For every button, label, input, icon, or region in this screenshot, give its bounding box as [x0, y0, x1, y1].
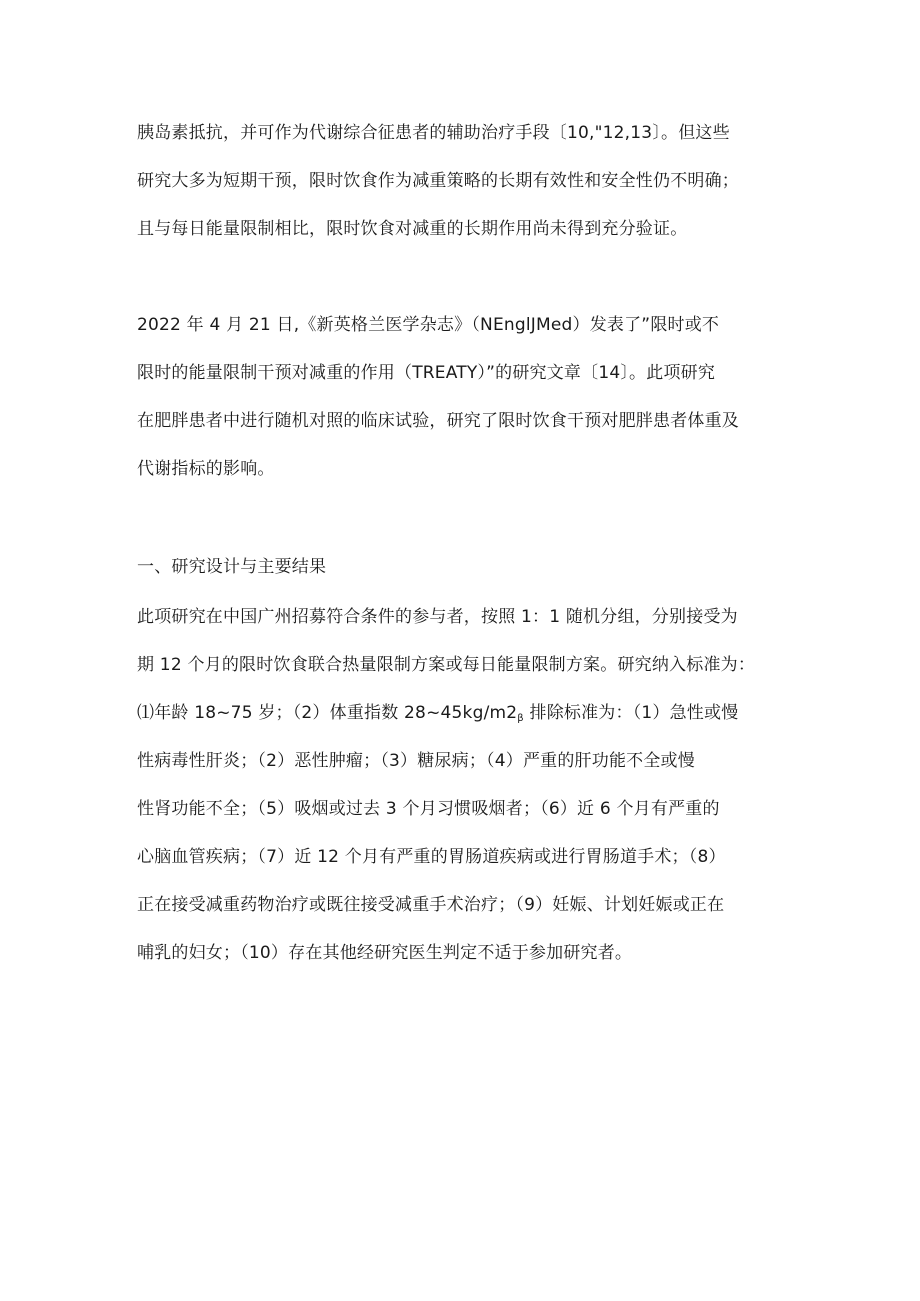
- paragraph-publication: [137, 313, 797, 481]
- text-line: 在肥胖患者中进行随机对照的临床试验，研究了限时饮食干预对肥胖患者体重及: [137, 411, 739, 431]
- text-line: 性肾功能不全；（5）吸烟或过去 3 个月习惯吸烟者；（6）近 6 个月有严重的: [137, 799, 720, 819]
- text-line: 限时的能量限制干预对减重的作用（TREATY）”的研究文章〔14〕。此项研究: [137, 363, 716, 383]
- text-line: 代谢指标的影响。: [137, 459, 275, 479]
- text-line: 且与每日能量限制相比，限时饮食对减重的长期作用尚未得到充分验证。: [137, 219, 688, 239]
- criteria-text-before: ⑴年龄 18~75 岁；（2）体重指数 28~45kg/m2: [137, 703, 518, 723]
- subscript-symbol: β: [517, 713, 524, 724]
- section-heading-text: 一、研究设计与主要结果: [137, 557, 327, 577]
- paragraph-study-design: [137, 605, 797, 965]
- text-line-criteria: [137, 701, 797, 725]
- paragraph-background: [137, 121, 797, 241]
- criteria-text-after: 排除标准为：（1）急性或慢: [523, 703, 739, 723]
- text-line: 2022 年 4 月 21 日,《新英格兰医学杂志》（NEnglJMed）发表了”限时或不: [137, 315, 720, 335]
- text-line: 性病毒性肝炎；（2）恶性肿瘤；（3）糖尿病；（4）严重的肝功能不全或慢: [137, 751, 695, 771]
- text-line: 胰岛素抵抗，并可作为代谢综合征患者的辅助治疗手段〔10,"12,13〕。但这些: [137, 123, 730, 143]
- text-line: 哺乳的妇女；（10）存在其他经研究医生判定不适于参加研究者。: [137, 943, 633, 963]
- text-line: 此项研究在中国广州招募符合条件的参与者，按照 1：1 随机分组，分别接受为: [137, 607, 738, 627]
- text-line: 正在接受减重药物治疗或既往接受减重手术治疗；（9）妊娠、计划妊娠或正在: [137, 895, 725, 915]
- text-line: 期 12 个月的限时饮食联合热量限制方案或每日能量限制方案。研究纳入标准为：: [137, 655, 756, 675]
- section-heading: [137, 555, 797, 579]
- text-line: 研究大多为短期干预，限时饮食作为减重策略的长期有效性和安全性仍不明确；: [137, 171, 739, 191]
- text-line: 心脑血管疾病；（7）近 12 个月有严重的胃肠道疾病或进行胃肠道手术；（8）: [137, 847, 726, 867]
